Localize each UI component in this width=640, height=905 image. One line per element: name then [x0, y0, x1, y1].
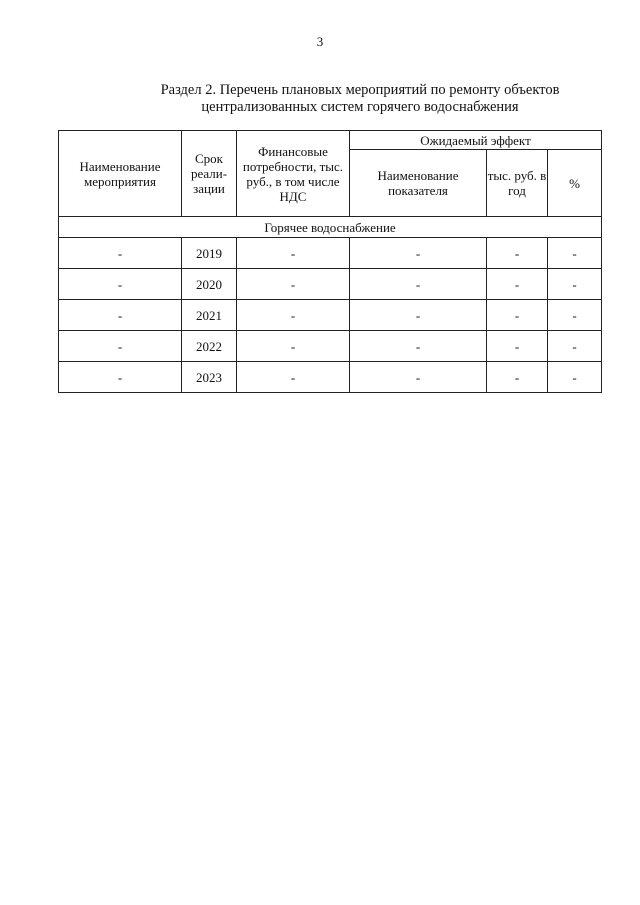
cell-finance: -	[237, 362, 350, 393]
cell-year: 2020	[182, 269, 237, 300]
table-row	[59, 331, 602, 362]
cell-year: 2022	[182, 331, 237, 362]
header-rub-per-year: тыс. руб. в год	[487, 150, 548, 217]
cell-percent: -	[548, 238, 602, 269]
table-row	[59, 238, 602, 269]
cell-name: -	[59, 331, 182, 362]
cell-name: -	[59, 300, 182, 331]
header-expected-effect: Ожидаемый эффект	[350, 131, 602, 150]
header-indicator: Наименование показателя	[350, 150, 487, 217]
cell-percent: -	[548, 362, 602, 393]
section-row-hot-water: Горячее водоснабжение	[59, 217, 602, 238]
cell-year: 2023	[182, 362, 237, 393]
section-title-line-1: Раздел 2. Перечень плановых мероприятий по ремонту объектов	[160, 82, 560, 98]
page-number: 3	[316, 34, 324, 49]
plan-table	[58, 130, 602, 393]
cell-finance: -	[237, 300, 350, 331]
cell-percent: -	[548, 269, 602, 300]
table-row	[59, 362, 602, 393]
header-percent: %	[548, 150, 602, 217]
cell-indicator: -	[350, 362, 487, 393]
cell-rub: -	[487, 269, 548, 300]
cell-name: -	[59, 269, 182, 300]
cell-rub: -	[487, 238, 548, 269]
table-row	[59, 269, 602, 300]
header-finance: Финансовые потребности, тыс. руб., в том числе НДС	[237, 131, 350, 217]
cell-indicator: -	[350, 269, 487, 300]
cell-percent: -	[548, 331, 602, 362]
cell-rub: -	[487, 362, 548, 393]
cell-indicator: -	[350, 300, 487, 331]
cell-finance: -	[237, 331, 350, 362]
section-title-line-2: централизованных систем горячего водоснабжения	[201, 99, 519, 115]
table-row	[59, 300, 602, 331]
cell-name: -	[59, 362, 182, 393]
cell-finance: -	[237, 238, 350, 269]
cell-indicator: -	[350, 331, 487, 362]
header-term: Срок реали-зации	[182, 131, 237, 217]
cell-rub: -	[487, 300, 548, 331]
cell-rub: -	[487, 331, 548, 362]
cell-finance: -	[237, 269, 350, 300]
header-name: Наименование мероприятия	[59, 131, 182, 217]
cell-indicator: -	[350, 238, 487, 269]
cell-name: -	[59, 238, 182, 269]
cell-year: 2021	[182, 300, 237, 331]
cell-percent: -	[548, 300, 602, 331]
section-title	[60, 82, 640, 116]
cell-year: 2019	[182, 238, 237, 269]
